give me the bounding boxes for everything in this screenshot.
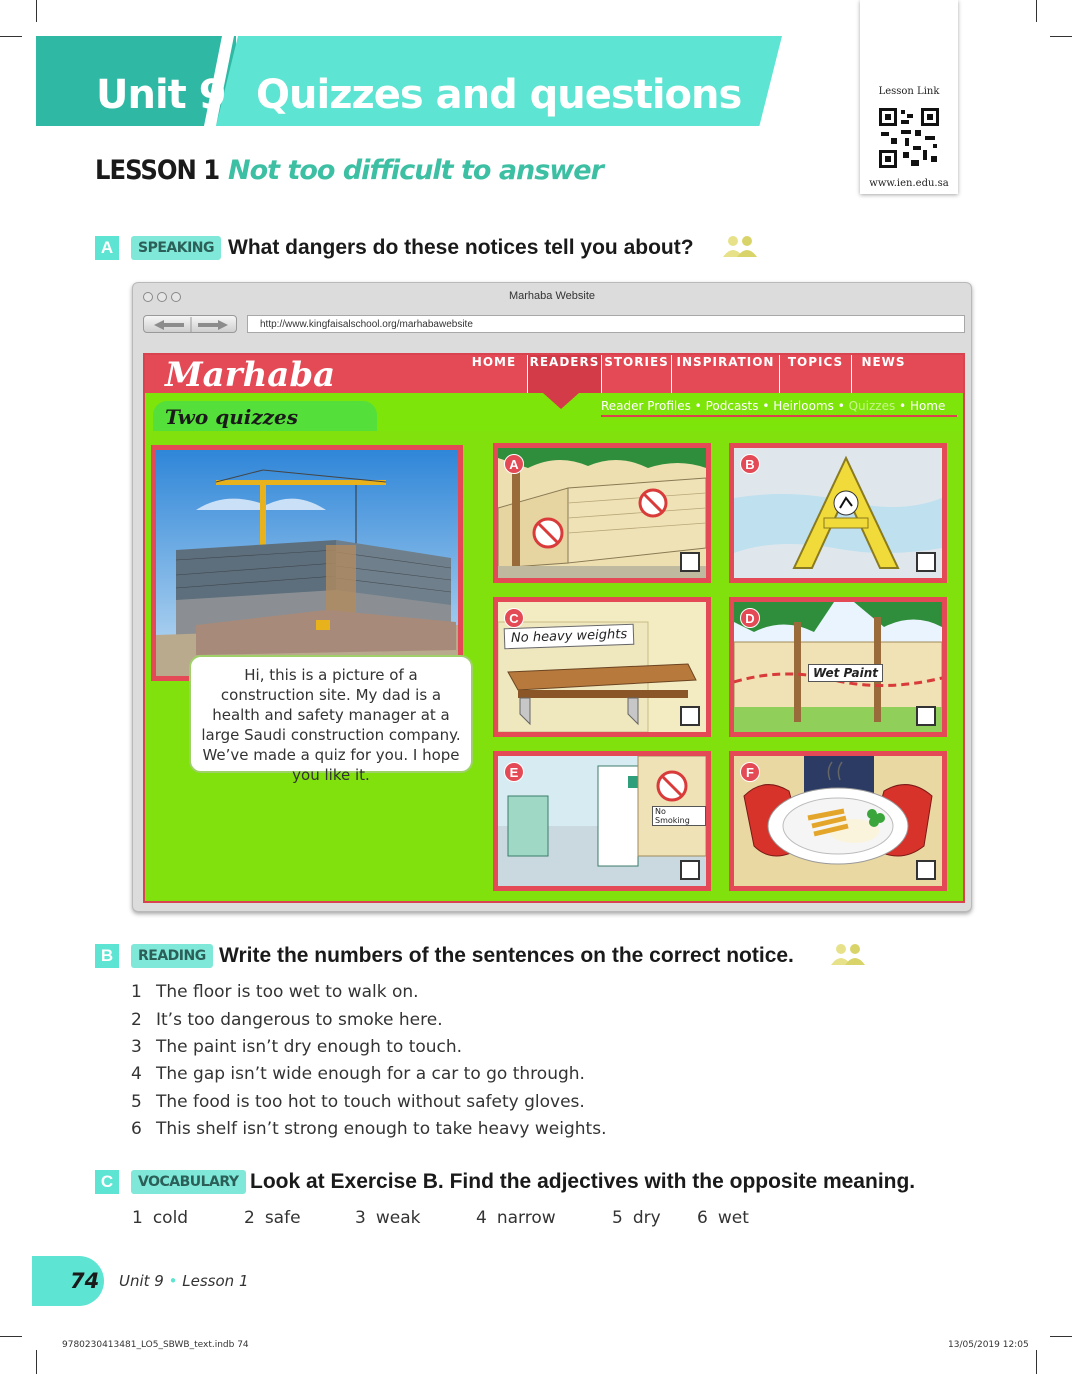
- no-cars-wall-illustration: [498, 448, 706, 578]
- crop-mark: [1036, 1350, 1037, 1374]
- list-item: [131, 982, 419, 1002]
- sub-navigation: Reader Profiles • Podcasts • Heirlooms • Quizzes • Home: [601, 399, 946, 413]
- item-number: 6: [131, 1119, 142, 1139]
- unit-label: Unit 9: [96, 72, 226, 118]
- panel-a-checkbox[interactable]: [680, 552, 700, 572]
- vocab-item: [697, 1208, 749, 1228]
- footer-reference: [119, 1272, 249, 1290]
- no-smoking-sign: No Smoking: [652, 806, 706, 826]
- item-number: 5: [131, 1092, 142, 1112]
- unit-title: Quizzes and questions: [256, 72, 742, 118]
- vocab-number: 2: [244, 1208, 255, 1228]
- panel-b-badge: B: [740, 454, 760, 474]
- notice-panel-a: [493, 443, 711, 583]
- list-item: [131, 1010, 443, 1030]
- crop-mark: [1036, 0, 1037, 22]
- item-text: The gap isn’t wide enough for a car to go through.: [156, 1064, 585, 1084]
- section-a-question: What dangers do these notices tell you about?: [228, 236, 694, 259]
- wet-floor-sign-illustration: [734, 448, 942, 578]
- panel-c-checkbox[interactable]: [680, 706, 700, 726]
- vocab-item: [476, 1208, 556, 1228]
- vocab-item: [132, 1208, 188, 1228]
- qr-code-icon[interactable]: [877, 106, 941, 170]
- back-forward-arrows-icon: [144, 316, 238, 334]
- site-nav-bar: [145, 355, 963, 393]
- notice-panel-c: [493, 597, 711, 737]
- section-a-letter: A: [95, 236, 119, 260]
- quiz-tab-label: Two quizzes: [165, 405, 299, 429]
- panel-d-checkbox[interactable]: [916, 706, 936, 726]
- vocab-item: [355, 1208, 420, 1228]
- lesson-label: LESSON 1: [95, 155, 220, 186]
- panel-f-checkbox[interactable]: [916, 860, 936, 880]
- subnav-heirlooms[interactable]: Heirlooms: [773, 399, 834, 413]
- vocab-item: [612, 1208, 661, 1228]
- vocab-word: safe: [264, 1208, 301, 1228]
- speech-bubble: Hi, this is a picture of a construction site. My dad is a health and safety manager at a large Saudi construction company. We’ve made a quiz for you. I hope you like it.: [189, 655, 473, 773]
- window-title: Marhaba Website: [508, 290, 595, 302]
- vocab-number: 3: [355, 1208, 366, 1228]
- item-number: 3: [131, 1037, 142, 1057]
- window-zoom-button[interactable]: [171, 292, 181, 302]
- footer-unit: Unit 9: [119, 1272, 164, 1290]
- section-c-letter: C: [95, 1170, 119, 1194]
- nav-home[interactable]: HOME: [471, 355, 517, 369]
- section-a-tag: SPEAKING: [131, 236, 221, 260]
- vocab-word: cold: [152, 1208, 189, 1228]
- nav-stories[interactable]: STORIES: [601, 355, 671, 393]
- file-slug: 9780230413481_LO5_SBWB_text.indb 74: [62, 1340, 249, 1350]
- construction-site-photo: [151, 445, 463, 681]
- vocab-number: 1: [132, 1208, 143, 1228]
- section-c-tag: VOCABULARY: [131, 1170, 246, 1194]
- list-item: [131, 1037, 462, 1057]
- panel-c-badge: C: [504, 608, 524, 628]
- vocab-number: 6: [697, 1208, 708, 1228]
- list-item: [131, 1064, 585, 1084]
- subnav-home[interactable]: Home: [909, 399, 946, 413]
- lesson-link-label: Lesson Link: [878, 86, 940, 97]
- pair-work-icon: [828, 942, 868, 966]
- subnav-podcasts[interactable]: Podcasts: [705, 399, 759, 413]
- item-text: This shelf isn’t strong enough to take heavy weights.: [156, 1119, 607, 1139]
- subnav-reader-profiles[interactable]: Reader Profiles: [601, 399, 691, 413]
- panel-d-badge: D: [740, 608, 760, 628]
- nav-readers[interactable]: READERS: [527, 355, 601, 393]
- no-heavy-weights-sign: No heavy weights: [504, 624, 635, 650]
- browser-window: [132, 282, 972, 912]
- lesson-link-tab[interactable]: [860, 0, 958, 194]
- item-text: The floor is too wet to walk on.: [156, 982, 419, 1002]
- panel-b-checkbox[interactable]: [916, 552, 936, 572]
- vocab-item: [244, 1208, 301, 1228]
- list-item: [131, 1092, 585, 1112]
- shelf-illustration: [498, 602, 706, 732]
- vocab-word: narrow: [496, 1208, 556, 1228]
- crop-mark: [1050, 36, 1072, 37]
- crop-mark: [1050, 1336, 1072, 1337]
- site-logo[interactable]: Marhaba: [165, 355, 336, 395]
- item-number: 2: [131, 1010, 142, 1030]
- section-b-letter: B: [95, 944, 119, 968]
- quiz-tab[interactable]: [153, 401, 377, 433]
- footer-bullet: •: [168, 1272, 178, 1290]
- pair-work-icon: [720, 234, 760, 258]
- hot-plate-gloves-illustration: [734, 756, 942, 886]
- wet-paint-sign: Wet Paint: [808, 664, 883, 682]
- panel-a-badge: A: [504, 454, 524, 474]
- crop-mark: [36, 0, 37, 22]
- item-text: The paint isn’t dry enough to touch.: [156, 1037, 463, 1057]
- nav-news[interactable]: NEWS: [851, 355, 915, 393]
- notice-panel-f: [729, 751, 947, 891]
- vocab-word: wet: [717, 1208, 749, 1228]
- section-b-tag: READING: [131, 944, 213, 968]
- lesson-subtitle: Not too difficult to answer: [228, 155, 603, 186]
- notice-panel-b: [729, 443, 947, 583]
- print-timestamp: 13/05/2019 12:05: [948, 1340, 1029, 1350]
- crop-mark: [36, 1350, 37, 1374]
- subnav-quizzes[interactable]: Quizzes: [848, 399, 896, 413]
- panel-e-badge: E: [504, 762, 524, 782]
- active-nav-pointer: [543, 393, 579, 409]
- panel-e-checkbox[interactable]: [680, 860, 700, 880]
- marhaba-website: [143, 353, 965, 903]
- nav-topics[interactable]: TOPICS: [779, 355, 851, 393]
- item-number: 1: [131, 982, 142, 1002]
- subnav-underline: [601, 415, 957, 417]
- address-bar[interactable]: http://www.kingfaisalschool.org/marhabawebsite: [247, 315, 965, 333]
- section-c-question: Look at Exercise B. Find the adjectives with the opposite meaning.: [250, 1170, 916, 1193]
- construction-scene-image: [156, 450, 458, 676]
- back-forward-buttons[interactable]: [143, 315, 237, 333]
- footer-lesson: Lesson 1: [182, 1272, 249, 1290]
- notice-panel-d: [729, 597, 947, 737]
- vocab-word: dry: [632, 1208, 661, 1228]
- vocab-number: 4: [476, 1208, 487, 1228]
- page-number: 74: [70, 1269, 100, 1293]
- window-minimize-button[interactable]: [157, 292, 167, 302]
- notice-panel-e: [493, 751, 711, 891]
- crop-mark: [0, 36, 22, 37]
- lesson-link-url: www.ien.edu.sa: [869, 178, 949, 189]
- window-close-button[interactable]: [143, 292, 153, 302]
- section-b-question: Write the numbers of the sentences on the correct notice.: [219, 944, 794, 967]
- nav-inspiration[interactable]: INSPIRATION: [671, 355, 779, 393]
- vocab-number: 5: [612, 1208, 623, 1228]
- crop-mark: [0, 1336, 22, 1337]
- item-text: The food is too hot to touch without safety gloves.: [156, 1092, 585, 1112]
- item-number: 4: [131, 1064, 142, 1084]
- item-text: It’s too dangerous to smoke here.: [156, 1010, 443, 1030]
- list-item: [131, 1119, 606, 1139]
- panel-f-badge: F: [740, 762, 760, 782]
- vocab-word: weak: [375, 1208, 421, 1228]
